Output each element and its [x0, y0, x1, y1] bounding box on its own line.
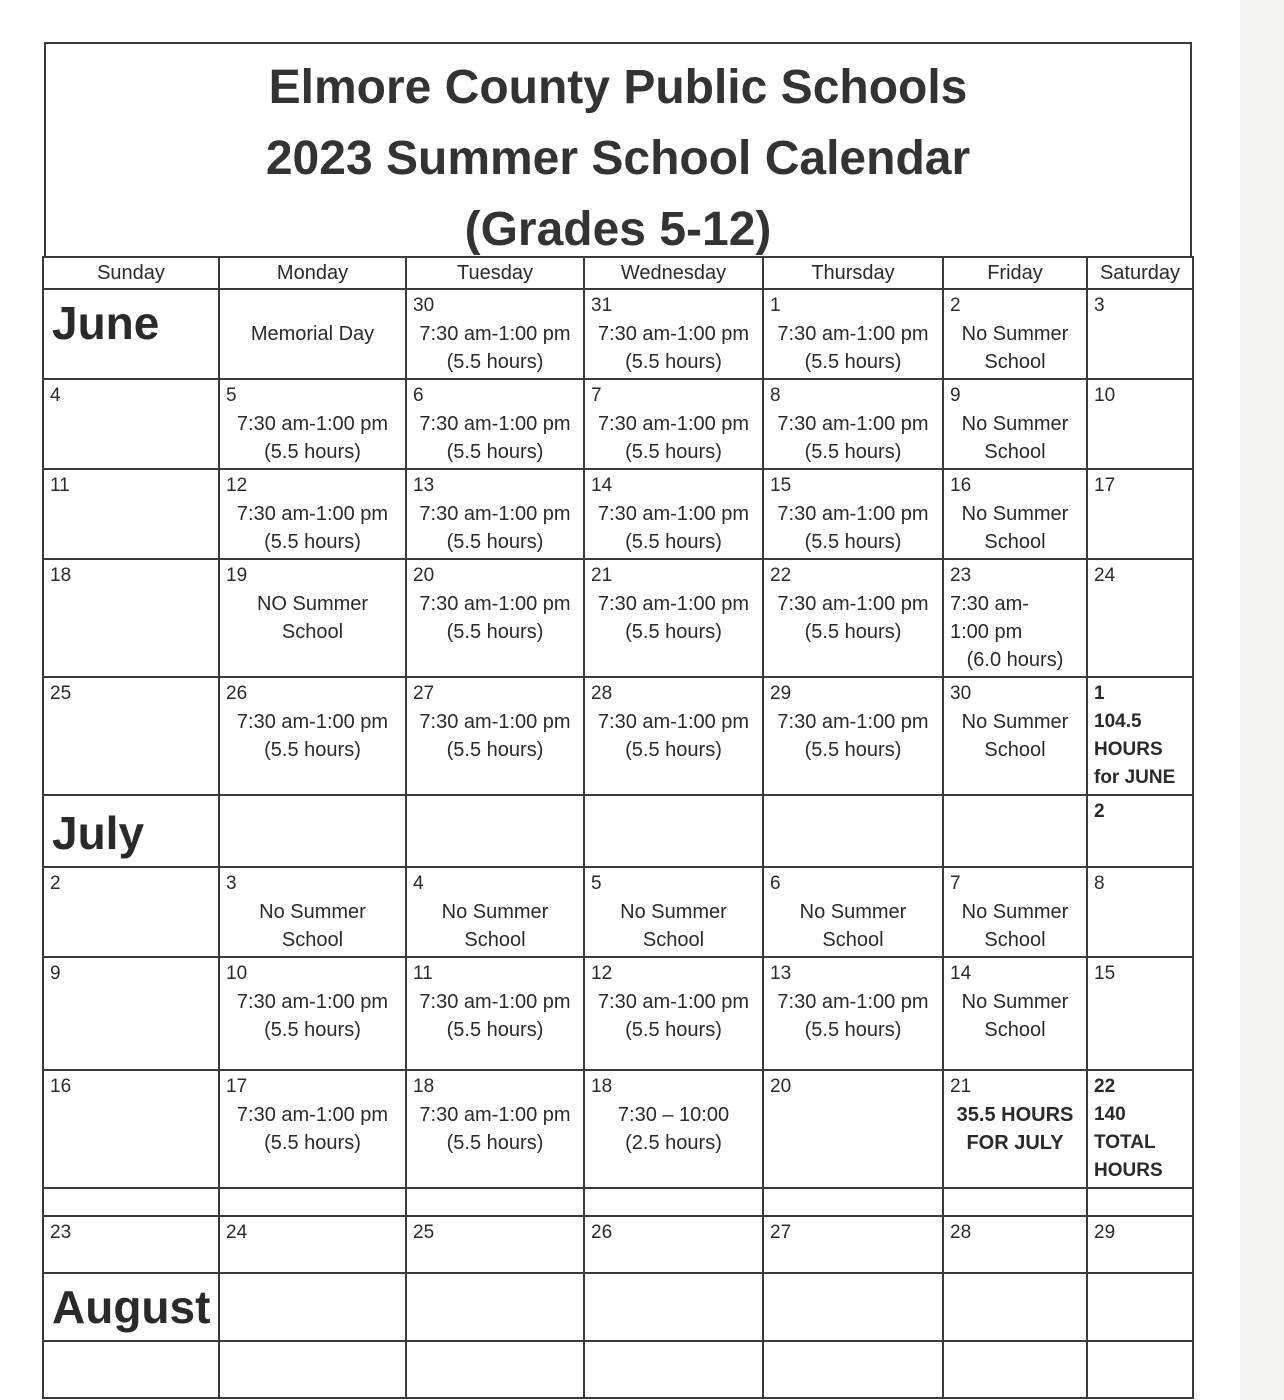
day-cell	[219, 469, 406, 559]
day-cell	[943, 1341, 1087, 1398]
day-cell	[763, 867, 943, 957]
title-line-1: Elmore County Public Schools	[268, 61, 968, 114]
date-number: 11	[413, 963, 433, 984]
day-cell	[1087, 559, 1193, 677]
date-number: 30	[413, 295, 435, 316]
date-number: 28	[950, 1222, 972, 1243]
day-cell	[584, 469, 763, 559]
day-cell	[943, 867, 1087, 957]
session-hours: (5.5 hours)	[804, 531, 902, 553]
calendar-grid	[42, 256, 1194, 1399]
day-cell	[43, 677, 219, 795]
no-school-label: School	[984, 1019, 1046, 1041]
date-number: 22	[770, 565, 792, 586]
day-cell	[219, 289, 406, 379]
date-number: 23	[50, 1222, 72, 1243]
no-school-label: No Summer	[961, 323, 1069, 345]
session-time: 7:30 am-1:00 pm	[597, 991, 750, 1013]
day-cell	[1087, 1273, 1193, 1341]
day-cell	[219, 867, 406, 957]
date-number: 8	[1094, 873, 1105, 894]
weekday-tuesday: Tuesday	[406, 257, 584, 289]
session-time: 7:30 am-1:00 pm	[777, 323, 929, 345]
day-cell	[943, 795, 1087, 867]
session-time: 7:30 am-1:00 pm	[419, 711, 571, 733]
date-number: 24	[226, 1222, 248, 1243]
grand-total: 140	[1094, 1104, 1126, 1125]
date-number: 9	[50, 963, 61, 984]
month-row	[43, 1273, 1193, 1341]
weekday-sunday: Sunday	[43, 257, 219, 289]
day-cell	[584, 1341, 763, 1398]
session-time: 7:30 am-1:00 pm	[419, 1104, 571, 1126]
no-school-label: No Summer	[620, 901, 727, 923]
week-row	[43, 379, 1193, 469]
day-cell	[943, 1188, 1087, 1216]
day-cell	[763, 1216, 943, 1273]
date-number: 30	[950, 683, 972, 704]
month-label-june: June	[52, 297, 160, 349]
day-cell	[43, 867, 219, 957]
no-school-label: No Summer	[259, 901, 366, 923]
day-cell	[43, 1216, 219, 1273]
session-time: 7:30 am-1:00 pm	[419, 503, 571, 525]
day-cell	[43, 1273, 219, 1341]
day-cell	[943, 677, 1087, 795]
day-cell	[406, 289, 584, 379]
week-row	[43, 559, 1193, 677]
day-cell	[43, 795, 219, 867]
day-cell	[406, 1273, 584, 1341]
day-cell	[763, 677, 943, 795]
day-cell	[406, 1070, 584, 1188]
date-number: 4	[50, 385, 61, 406]
day-cell	[763, 1188, 943, 1216]
day-cell	[584, 1216, 763, 1273]
date-number: 5	[591, 873, 602, 894]
date-number: 19	[226, 565, 248, 586]
date-number: 21	[950, 1076, 972, 1097]
day-cell	[406, 1188, 584, 1216]
session-hours: (5.5 hours)	[625, 351, 722, 373]
date-number: 10	[226, 963, 248, 984]
day-cell	[1087, 469, 1193, 559]
day-cell	[406, 677, 584, 795]
day-cell	[1087, 957, 1193, 1070]
july-total: 35.5 HOURS	[956, 1104, 1074, 1126]
session-time: 7:30 am-1:00 pm	[597, 503, 750, 525]
no-school-label: School	[281, 621, 344, 643]
week-row	[43, 469, 1193, 559]
day-cell	[219, 379, 406, 469]
session-hours: (5.5 hours)	[625, 531, 722, 553]
session-time: 7:30 am-1:00 pm	[597, 593, 750, 615]
date-number: 2	[1094, 801, 1105, 822]
title-line-3: (Grades 5-12)	[464, 203, 772, 256]
date-number: 13	[413, 475, 435, 496]
day-cell	[406, 1341, 584, 1398]
day-cell	[763, 957, 943, 1070]
date-number: 2	[50, 873, 61, 894]
july-total: FOR JULY	[966, 1132, 1064, 1154]
session-hours: (5.5 hours)	[804, 351, 902, 373]
session-time: 7:30 am-1:00 pm	[777, 991, 929, 1013]
week-row	[43, 1070, 1193, 1188]
no-school-label: No Summer	[799, 901, 907, 923]
session-time: 7:30 am-1:00 pm	[419, 593, 571, 615]
month-row	[43, 795, 1193, 867]
day-cell	[584, 289, 763, 379]
date-number: 27	[770, 1222, 792, 1243]
session-time: 7:30 – 10:00	[617, 1104, 730, 1126]
week-row	[43, 677, 1193, 795]
day-cell	[584, 795, 763, 867]
session-hours: (5.5 hours)	[804, 441, 902, 463]
day-cell	[406, 1216, 584, 1273]
date-number: 5	[226, 385, 237, 406]
date-number: 10	[1094, 385, 1116, 406]
day-cell	[943, 469, 1087, 559]
session-time: 1:00 pm	[950, 621, 1023, 643]
day-cell	[406, 957, 584, 1070]
calendar-title	[44, 52, 1192, 265]
date-number: 23	[950, 565, 972, 586]
day-cell	[584, 957, 763, 1070]
session-time: 7:30 am-1:00 pm	[777, 711, 929, 733]
date-number: 29	[770, 683, 792, 704]
day-cell	[763, 379, 943, 469]
day-cell	[1087, 289, 1193, 379]
day-cell	[763, 1341, 943, 1398]
session-hours: (5.5 hours)	[446, 531, 544, 553]
no-school-label: School	[464, 929, 526, 951]
day-cell	[584, 379, 763, 469]
day-cell	[43, 379, 219, 469]
session-time: 7:30 am-1:00 pm	[419, 991, 571, 1013]
holiday-label: Memorial Day	[250, 323, 375, 345]
day-cell	[43, 957, 219, 1070]
session-hours: (5.5 hours)	[625, 739, 722, 761]
date-number: 1	[1094, 683, 1105, 704]
day-cell	[43, 1341, 219, 1398]
date-number: 3	[1094, 295, 1105, 316]
session-hours: (5.5 hours)	[264, 441, 361, 463]
day-cell	[763, 1070, 943, 1188]
session-hours: (5.5 hours)	[625, 1019, 722, 1041]
day-cell	[943, 957, 1087, 1070]
date-number: 16	[950, 475, 972, 496]
day-cell	[1087, 1216, 1193, 1273]
month-label-august: August	[52, 1281, 211, 1333]
date-number: 1	[770, 295, 781, 316]
date-number: 15	[770, 475, 792, 496]
day-cell	[584, 1070, 763, 1188]
spacer-row	[43, 1188, 1193, 1216]
title-line-2: 2023 Summer School Calendar	[265, 132, 971, 185]
june-total: HOURS	[1094, 739, 1163, 760]
no-school-label: School	[984, 531, 1046, 553]
week-row	[43, 1216, 1193, 1273]
day-cell	[763, 795, 943, 867]
date-number: 12	[226, 475, 248, 496]
day-cell	[219, 1216, 406, 1273]
date-number: 25	[413, 1222, 435, 1243]
day-cell	[763, 1273, 943, 1341]
date-number: 6	[770, 873, 781, 894]
no-school-label: No Summer	[961, 711, 1069, 733]
date-number: 25	[50, 683, 72, 704]
day-cell	[943, 1216, 1087, 1273]
date-number: 18	[50, 565, 72, 586]
june-total: 104.5	[1094, 711, 1142, 732]
session-time: 7:30 am-1:00 pm	[777, 593, 929, 615]
session-time: 7:30 am-	[950, 593, 1029, 615]
day-cell	[584, 1273, 763, 1341]
week-row	[43, 1341, 1193, 1398]
date-number: 6	[413, 385, 424, 406]
day-cell	[43, 1188, 219, 1216]
date-number: 28	[591, 683, 613, 704]
day-cell	[406, 867, 584, 957]
date-number: 14	[950, 963, 972, 984]
day-cell	[584, 1188, 763, 1216]
date-number: 16	[50, 1076, 72, 1097]
session-hours: (5.5 hours)	[264, 1019, 361, 1041]
week-row	[43, 289, 1193, 379]
no-school-label: School	[984, 929, 1046, 951]
session-time: 7:30 am-1:00 pm	[777, 413, 929, 435]
session-hours: (5.5 hours)	[264, 1132, 361, 1154]
weekday-thursday: Thursday	[763, 257, 943, 289]
day-cell	[406, 559, 584, 677]
date-number: 3	[226, 873, 237, 894]
day-cell	[943, 379, 1087, 469]
date-number: 17	[226, 1076, 248, 1097]
session-hours: (2.5 hours)	[625, 1132, 722, 1154]
date-number: 18	[413, 1076, 435, 1097]
date-number: 7	[591, 385, 602, 406]
weekday-header-row	[43, 257, 1193, 289]
date-number: 18	[591, 1076, 613, 1097]
day-cell	[406, 469, 584, 559]
date-number: 20	[770, 1076, 792, 1097]
weekday-wednesday: Wednesday	[584, 257, 763, 289]
session-hours: (5.5 hours)	[804, 1019, 902, 1041]
session-time: 7:30 am-1:00 pm	[597, 323, 750, 345]
session-hours: (5.5 hours)	[446, 351, 544, 373]
date-number: 20	[413, 565, 435, 586]
day-cell	[219, 957, 406, 1070]
session-time: 7:30 am-1:00 pm	[597, 711, 750, 733]
date-number: 21	[591, 565, 613, 586]
day-cell	[763, 289, 943, 379]
date-number: 12	[591, 963, 613, 984]
session-time: 7:30 am-1:00 pm	[236, 503, 389, 525]
session-hours: (5.5 hours)	[264, 531, 361, 553]
day-cell	[219, 1273, 406, 1341]
no-school-label: NO Summer	[256, 593, 369, 615]
no-school-label: School	[984, 351, 1046, 373]
day-cell	[943, 1070, 1087, 1188]
grand-total: HOURS	[1094, 1160, 1163, 1181]
date-number: 4	[413, 873, 424, 894]
day-cell	[584, 559, 763, 677]
session-hours: (5.5 hours)	[264, 739, 361, 761]
day-cell	[43, 289, 219, 379]
week-row	[43, 867, 1193, 957]
session-time: 7:30 am-1:00 pm	[236, 711, 389, 733]
session-hours: (5.5 hours)	[446, 621, 544, 643]
session-hours: (5.5 hours)	[446, 1132, 544, 1154]
session-hours: (6.0 hours)	[966, 649, 1064, 671]
weekday-monday: Monday	[219, 257, 406, 289]
date-number: 22	[1094, 1076, 1116, 1097]
date-number: 29	[1094, 1222, 1116, 1243]
date-number: 7	[950, 873, 961, 894]
day-cell	[43, 1070, 219, 1188]
day-cell	[943, 1273, 1087, 1341]
date-number: 27	[413, 683, 435, 704]
day-cell	[943, 559, 1087, 677]
session-hours: (5.5 hours)	[804, 739, 902, 761]
date-number: 15	[1094, 963, 1116, 984]
session-time: 7:30 am-1:00 pm	[236, 413, 389, 435]
week-row	[43, 957, 1193, 1070]
day-cell	[1087, 795, 1193, 867]
session-hours: (5.5 hours)	[625, 441, 722, 463]
weekday-friday: Friday	[943, 257, 1087, 289]
no-school-label: No Summer	[961, 991, 1069, 1013]
session-time: 7:30 am-1:00 pm	[597, 413, 750, 435]
date-number: 17	[1094, 475, 1116, 496]
day-cell	[1087, 1188, 1193, 1216]
no-school-label: School	[281, 929, 344, 951]
no-school-label: No Summer	[961, 901, 1069, 923]
day-cell	[406, 379, 584, 469]
day-cell	[219, 795, 406, 867]
date-number: 13	[770, 963, 792, 984]
day-cell	[1087, 379, 1193, 469]
date-number: 26	[226, 683, 248, 704]
date-number: 11	[50, 475, 70, 496]
day-cell	[219, 1070, 406, 1188]
day-cell	[584, 677, 763, 795]
date-number: 31	[591, 295, 613, 316]
session-hours: (5.5 hours)	[446, 441, 544, 463]
session-hours: (5.5 hours)	[446, 1019, 544, 1041]
day-cell	[1087, 867, 1193, 957]
day-cell	[43, 469, 219, 559]
no-school-label: School	[984, 441, 1046, 463]
date-number: 2	[950, 295, 961, 316]
no-school-label: No Summer	[961, 413, 1069, 435]
day-cell	[219, 677, 406, 795]
date-number: 9	[950, 385, 961, 406]
day-cell	[584, 867, 763, 957]
date-number: 24	[1094, 565, 1116, 586]
no-school-label: School	[642, 929, 705, 951]
no-school-label: School	[822, 929, 884, 951]
day-cell	[219, 1188, 406, 1216]
session-time: 7:30 am-1:00 pm	[236, 991, 389, 1013]
grand-total: TOTAL	[1094, 1132, 1156, 1153]
day-cell	[763, 469, 943, 559]
no-school-label: No Summer	[441, 901, 549, 923]
day-cell	[406, 795, 584, 867]
no-school-label: School	[984, 739, 1046, 761]
session-time: 7:30 am-1:00 pm	[419, 413, 571, 435]
session-time: 7:30 am-1:00 pm	[236, 1104, 389, 1126]
date-number: 26	[591, 1222, 613, 1243]
day-cell	[1087, 1341, 1193, 1398]
month-label-july: July	[52, 807, 145, 859]
day-cell	[1087, 677, 1193, 795]
no-school-label: No Summer	[961, 503, 1069, 525]
date-number: 14	[591, 475, 613, 496]
weekday-saturday: Saturday	[1087, 257, 1193, 289]
june-total: for JUNE	[1094, 767, 1176, 788]
session-hours: (5.5 hours)	[804, 621, 902, 643]
session-hours: (5.5 hours)	[625, 621, 722, 643]
day-cell	[43, 559, 219, 677]
day-cell	[1087, 1070, 1193, 1188]
day-cell	[219, 559, 406, 677]
session-time: 7:30 am-1:00 pm	[419, 323, 571, 345]
day-cell	[943, 289, 1087, 379]
date-number: 8	[770, 385, 781, 406]
day-cell	[219, 1341, 406, 1398]
session-hours: (5.5 hours)	[446, 739, 544, 761]
day-cell	[763, 559, 943, 677]
session-time: 7:30 am-1:00 pm	[777, 503, 929, 525]
